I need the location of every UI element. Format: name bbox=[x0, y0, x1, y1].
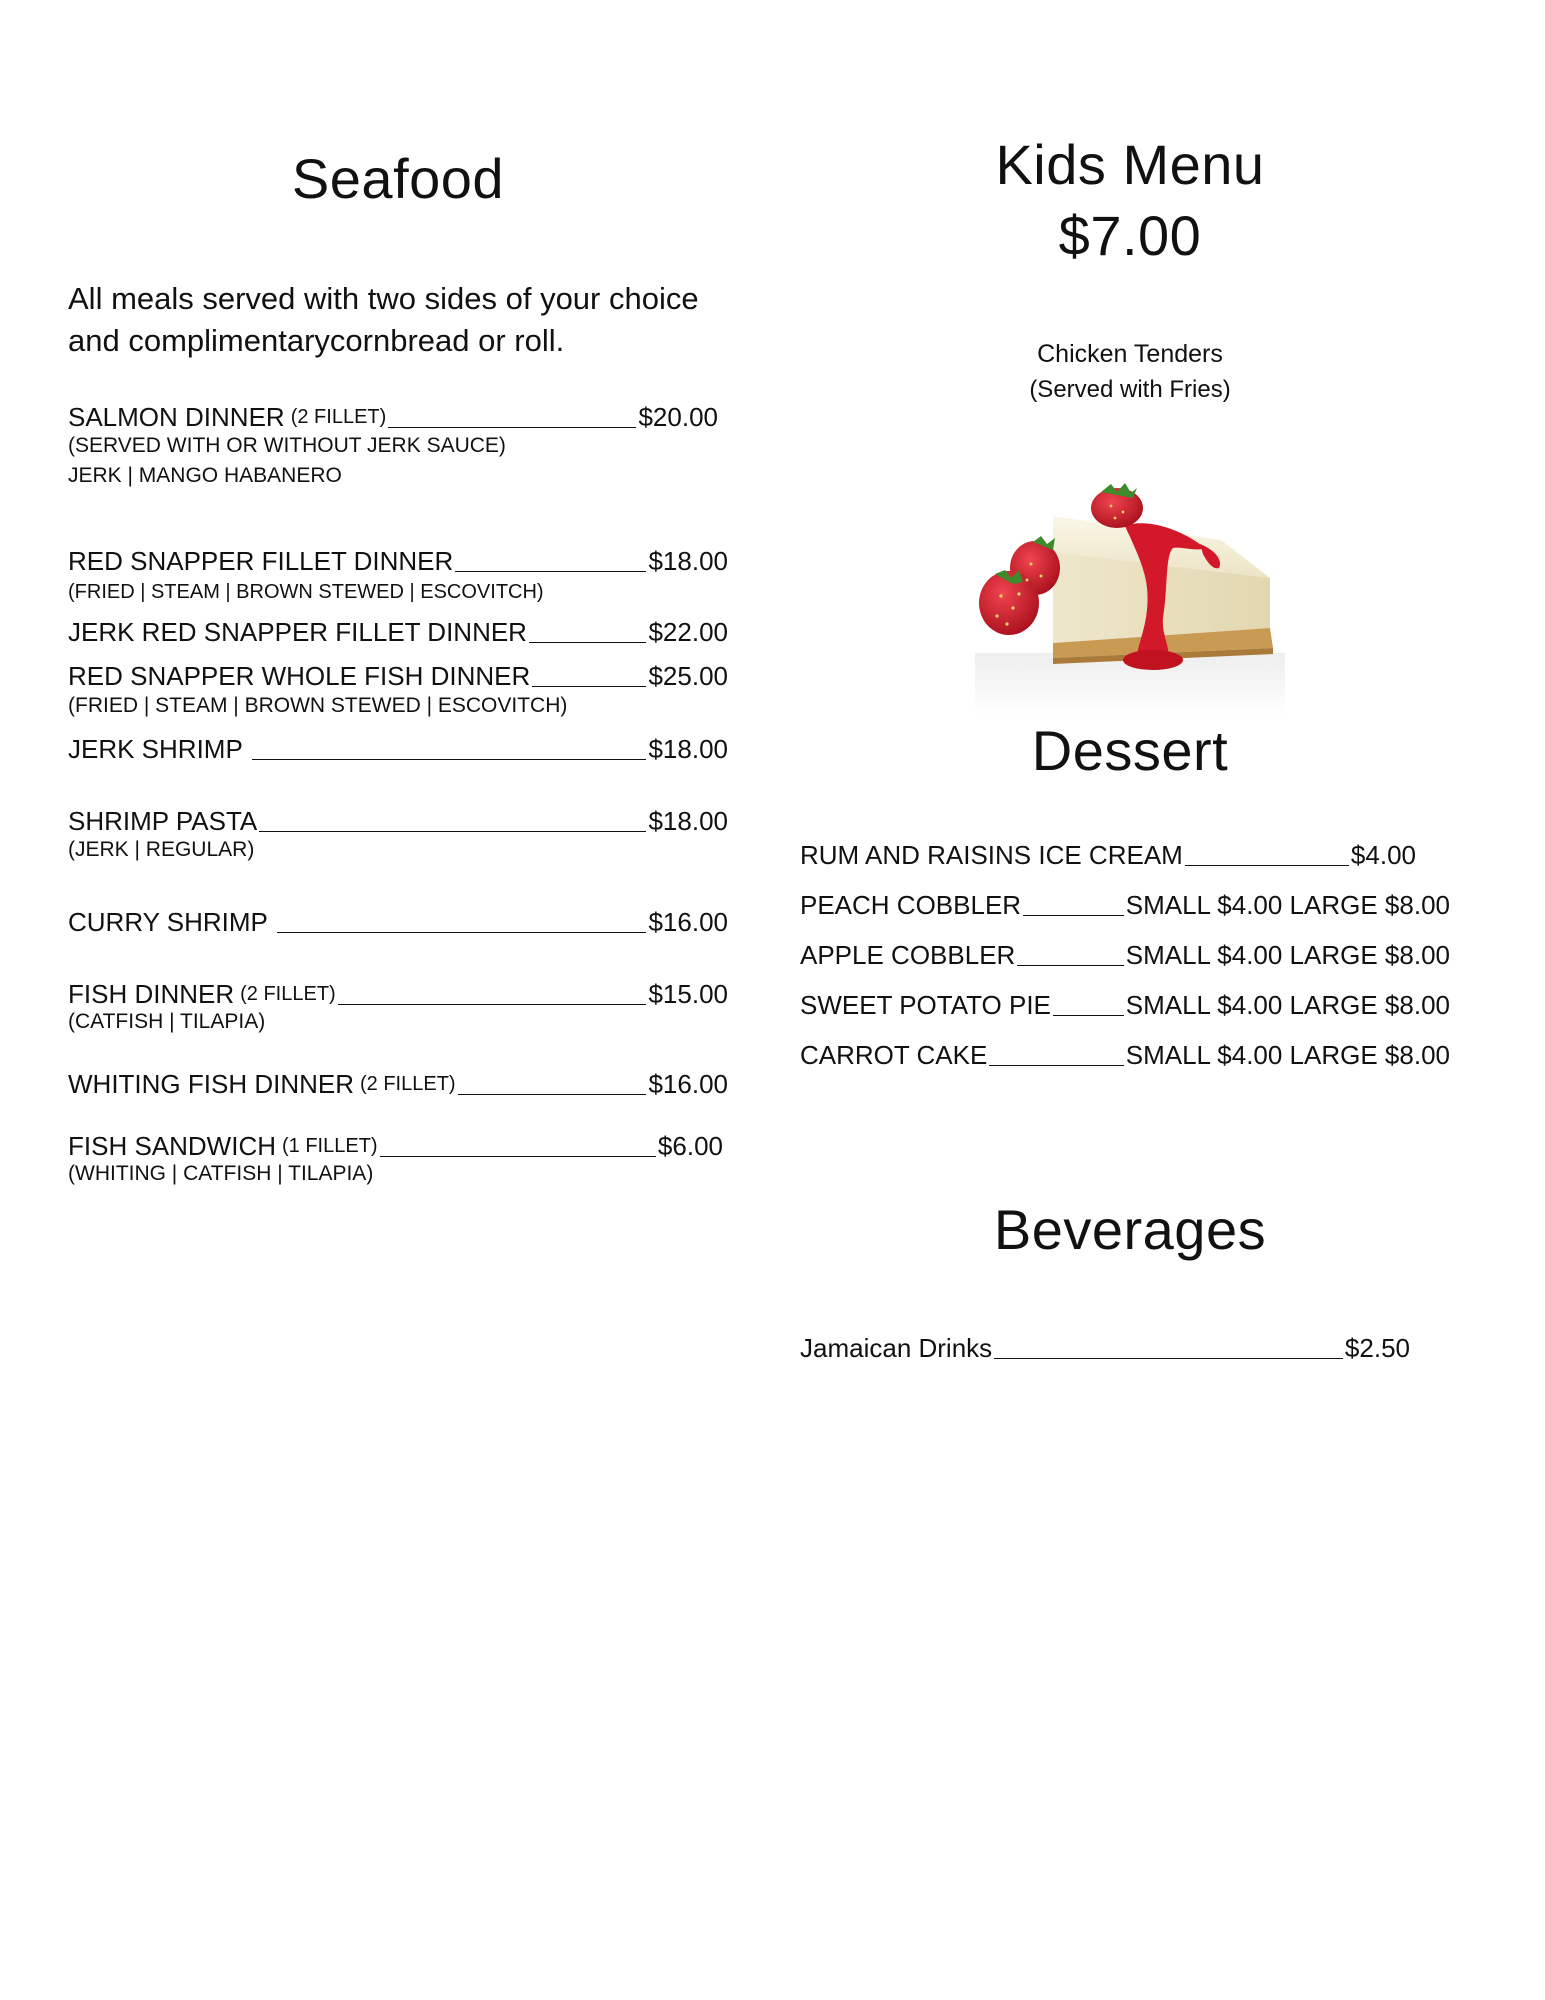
kids-menu-item: Chicken Tenders bbox=[1037, 340, 1223, 368]
item-price: SMALL $4.00 LARGE $8.00 bbox=[1125, 940, 1450, 970]
leader-line bbox=[532, 686, 646, 687]
dessert-item-carrot-cake bbox=[800, 1040, 1450, 1070]
item-name: CARROT CAKE bbox=[800, 1040, 988, 1070]
leader-line bbox=[455, 571, 646, 572]
kids-menu-title: Kids Menu bbox=[995, 133, 1265, 196]
item-name: WHITING FISH DINNER bbox=[68, 1069, 354, 1099]
menu-item-jerk-red-snapper-fillet bbox=[68, 617, 728, 647]
seafood-title: Seafood bbox=[291, 147, 505, 210]
dessert-item-apple-cobbler bbox=[800, 940, 1450, 970]
item-name: RED SNAPPER FILLET DINNER bbox=[68, 546, 454, 576]
item-subtext: (WHITING | CATFISH | TILAPIA) bbox=[68, 1162, 374, 1185]
beverage-item-jamaican-drinks bbox=[800, 1333, 1410, 1363]
item-price: $18.00 bbox=[648, 734, 728, 764]
leader-line bbox=[1053, 1015, 1124, 1016]
item-price: $4.00 bbox=[1350, 840, 1416, 870]
leader-line bbox=[989, 1065, 1123, 1066]
cheesecake-image bbox=[975, 478, 1285, 716]
cheesecake-illustration bbox=[975, 478, 1285, 716]
item-price: $18.00 bbox=[648, 546, 728, 576]
item-price: $6.00 bbox=[657, 1131, 723, 1161]
item-price: $2.50 bbox=[1344, 1333, 1410, 1363]
dessert-item-peach-cobbler bbox=[800, 890, 1450, 920]
item-price: $18.00 bbox=[648, 806, 728, 836]
item-price: $25.00 bbox=[648, 661, 728, 691]
leader-line bbox=[380, 1156, 656, 1157]
kids-menu-item-note: (Served with Fries) bbox=[1029, 376, 1231, 403]
item-name: JERK SHRIMP bbox=[68, 734, 250, 764]
item-name: APPLE COBBLER bbox=[800, 940, 1016, 970]
dessert-item-sweet-potato-pie bbox=[800, 990, 1450, 1020]
dessert-item-rum-raisin bbox=[800, 840, 1416, 870]
item-price: $22.00 bbox=[648, 617, 728, 647]
item-name: SALMON DINNER bbox=[68, 402, 285, 432]
item-name: JERK RED SNAPPER FILLET DINNER bbox=[68, 617, 527, 647]
menu-item-fish-sandwich bbox=[68, 1131, 723, 1161]
leader-line bbox=[252, 759, 647, 760]
leader-line bbox=[259, 831, 646, 832]
menu-item-fish-dinner bbox=[68, 979, 728, 1009]
item-price: $16.00 bbox=[648, 907, 728, 937]
beverages-title: Beverages bbox=[993, 1198, 1267, 1261]
item-subtext: (CATFISH | TILAPIA) bbox=[68, 1010, 266, 1033]
menu-item-curry-shrimp bbox=[68, 907, 728, 937]
item-subtext: JERK | MANGO HABANERO bbox=[68, 464, 342, 487]
item-price: SMALL $4.00 LARGE $8.00 bbox=[1125, 990, 1450, 1020]
leader-line bbox=[277, 932, 647, 933]
item-subtext: (FRIED | STEAM | BROWN STEWED | ESCOVITCH) bbox=[68, 581, 544, 603]
leader-line bbox=[994, 1358, 1343, 1359]
leader-line bbox=[529, 642, 647, 643]
leader-line bbox=[1185, 865, 1349, 866]
leader-line bbox=[458, 1094, 647, 1095]
item-subtext: (SERVED WITH OR WITHOUT JERK SAUCE) bbox=[68, 434, 506, 457]
item-price: $15.00 bbox=[648, 979, 728, 1009]
item-name: CURRY SHRIMP bbox=[68, 907, 275, 937]
item-name: RUM AND RAISINS ICE CREAM bbox=[800, 840, 1183, 870]
item-name: Jamaican Drinks bbox=[800, 1333, 993, 1363]
seafood-intro-line-2: and complimentarycornbread or roll. bbox=[68, 323, 565, 358]
leader-line bbox=[338, 1004, 647, 1005]
item-name: SWEET POTATO PIE bbox=[800, 990, 1051, 1020]
seafood-intro-line-1: All meals served with two sides of your choice bbox=[68, 281, 699, 316]
item-note: (2 FILLET) bbox=[360, 1073, 456, 1095]
item-name: SHRIMP PASTA bbox=[68, 806, 258, 836]
menu-item-red-snapper-fillet bbox=[68, 546, 728, 576]
menu-item-salmon-dinner bbox=[68, 402, 718, 432]
menu-item-shrimp-pasta bbox=[68, 806, 728, 836]
item-price: $16.00 bbox=[648, 1069, 728, 1099]
item-note: (2 FILLET) bbox=[290, 406, 387, 428]
leader-line bbox=[388, 427, 636, 428]
item-price: SMALL $4.00 LARGE $8.00 bbox=[1125, 1040, 1450, 1070]
item-name: FISH DINNER bbox=[68, 979, 235, 1009]
kids-menu-price: $7.00 bbox=[1058, 204, 1202, 267]
menu-item-red-snapper-whole-fish bbox=[68, 661, 728, 691]
item-subtext: (JERK | REGULAR) bbox=[68, 838, 255, 861]
item-note: (2 FILLET) bbox=[240, 983, 336, 1005]
leader-line bbox=[1023, 915, 1124, 916]
item-note: (1 FILLET) bbox=[282, 1135, 378, 1157]
item-subtext: (FRIED | STEAM | BROWN STEWED | ESCOVITCH) bbox=[68, 694, 568, 717]
item-name: RED SNAPPER WHOLE FISH DINNER bbox=[68, 661, 531, 691]
item-price: SMALL $4.00 LARGE $8.00 bbox=[1125, 890, 1450, 920]
leader-line bbox=[1017, 965, 1123, 966]
item-price: $20.00 bbox=[638, 402, 718, 432]
item-name: FISH SANDWICH bbox=[68, 1131, 276, 1161]
menu-item-whiting-fish-dinner bbox=[68, 1069, 728, 1099]
item-name: PEACH COBBLER bbox=[800, 890, 1022, 920]
menu-item-jerk-shrimp bbox=[68, 734, 728, 764]
dessert-title: Dessert bbox=[1031, 719, 1229, 782]
